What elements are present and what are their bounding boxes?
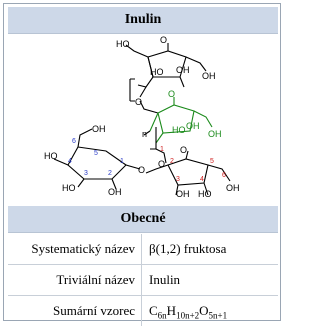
oh-label: OH — [108, 187, 122, 197]
number-label: 1 — [120, 158, 124, 165]
oh-label: OH — [208, 129, 222, 139]
oh-label: HO — [116, 39, 130, 49]
o-label: O — [135, 97, 143, 107]
row-label: Sumární vzorec — [8, 296, 142, 326]
number-label: 4 — [200, 176, 204, 183]
row-value: β(1,2) fruktosa — [149, 241, 227, 256]
row-value[interactable] — [149, 265, 180, 295]
n-label: n — [142, 129, 148, 139]
formula-h-sub: 10n+2 — [176, 310, 200, 321]
number-label: 3 — [84, 170, 88, 177]
row-label: Triviální název — [8, 265, 142, 295]
oh-label: OH — [176, 65, 190, 75]
formula-o: O — [199, 303, 209, 318]
ho-label: HO — [62, 183, 76, 193]
oh-label: OH — [202, 71, 216, 81]
formula-value — [149, 296, 227, 326]
number-label: 1 — [160, 146, 164, 153]
row-value-link[interactable]: Inulin — [149, 272, 181, 287]
info-row — [8, 265, 278, 296]
ho-label: HO — [198, 189, 212, 199]
info-row — [8, 296, 278, 326]
structure-diagram — [8, 35, 278, 203]
infobox — [3, 3, 281, 321]
o-label: O — [180, 145, 188, 155]
number-label: 2 — [108, 170, 112, 177]
formula-c-sub: 6n — [157, 310, 167, 321]
info-row — [8, 234, 278, 265]
formula-c: C — [149, 303, 158, 318]
oh-label: OH — [186, 121, 200, 131]
formula-o-sub: 5n+1 — [208, 310, 228, 321]
oh-label: OH — [92, 124, 106, 134]
ho-label: HO — [172, 125, 186, 135]
ho-label: HO — [44, 151, 58, 161]
number-label: 2 — [170, 158, 174, 165]
row-label: Systematický název — [8, 234, 142, 264]
o-label: O — [138, 165, 146, 175]
ho-label: HO — [150, 67, 164, 77]
number-label: 4 — [68, 158, 72, 165]
formula-h: H — [166, 303, 177, 318]
o-label: O — [160, 35, 168, 45]
number-label: 6 — [72, 138, 76, 145]
number-label: 5 — [210, 158, 214, 165]
oh-label: OH — [176, 189, 190, 199]
number-label: 6 — [222, 172, 226, 179]
infobox-title: Inulin — [8, 7, 278, 34]
o-label: O — [158, 159, 166, 169]
o-label: O — [168, 89, 176, 99]
section-header: Obecné — [8, 206, 278, 233]
number-label: 3 — [176, 176, 180, 183]
number-label: 5 — [94, 150, 98, 157]
oh-label: OH — [226, 183, 240, 193]
